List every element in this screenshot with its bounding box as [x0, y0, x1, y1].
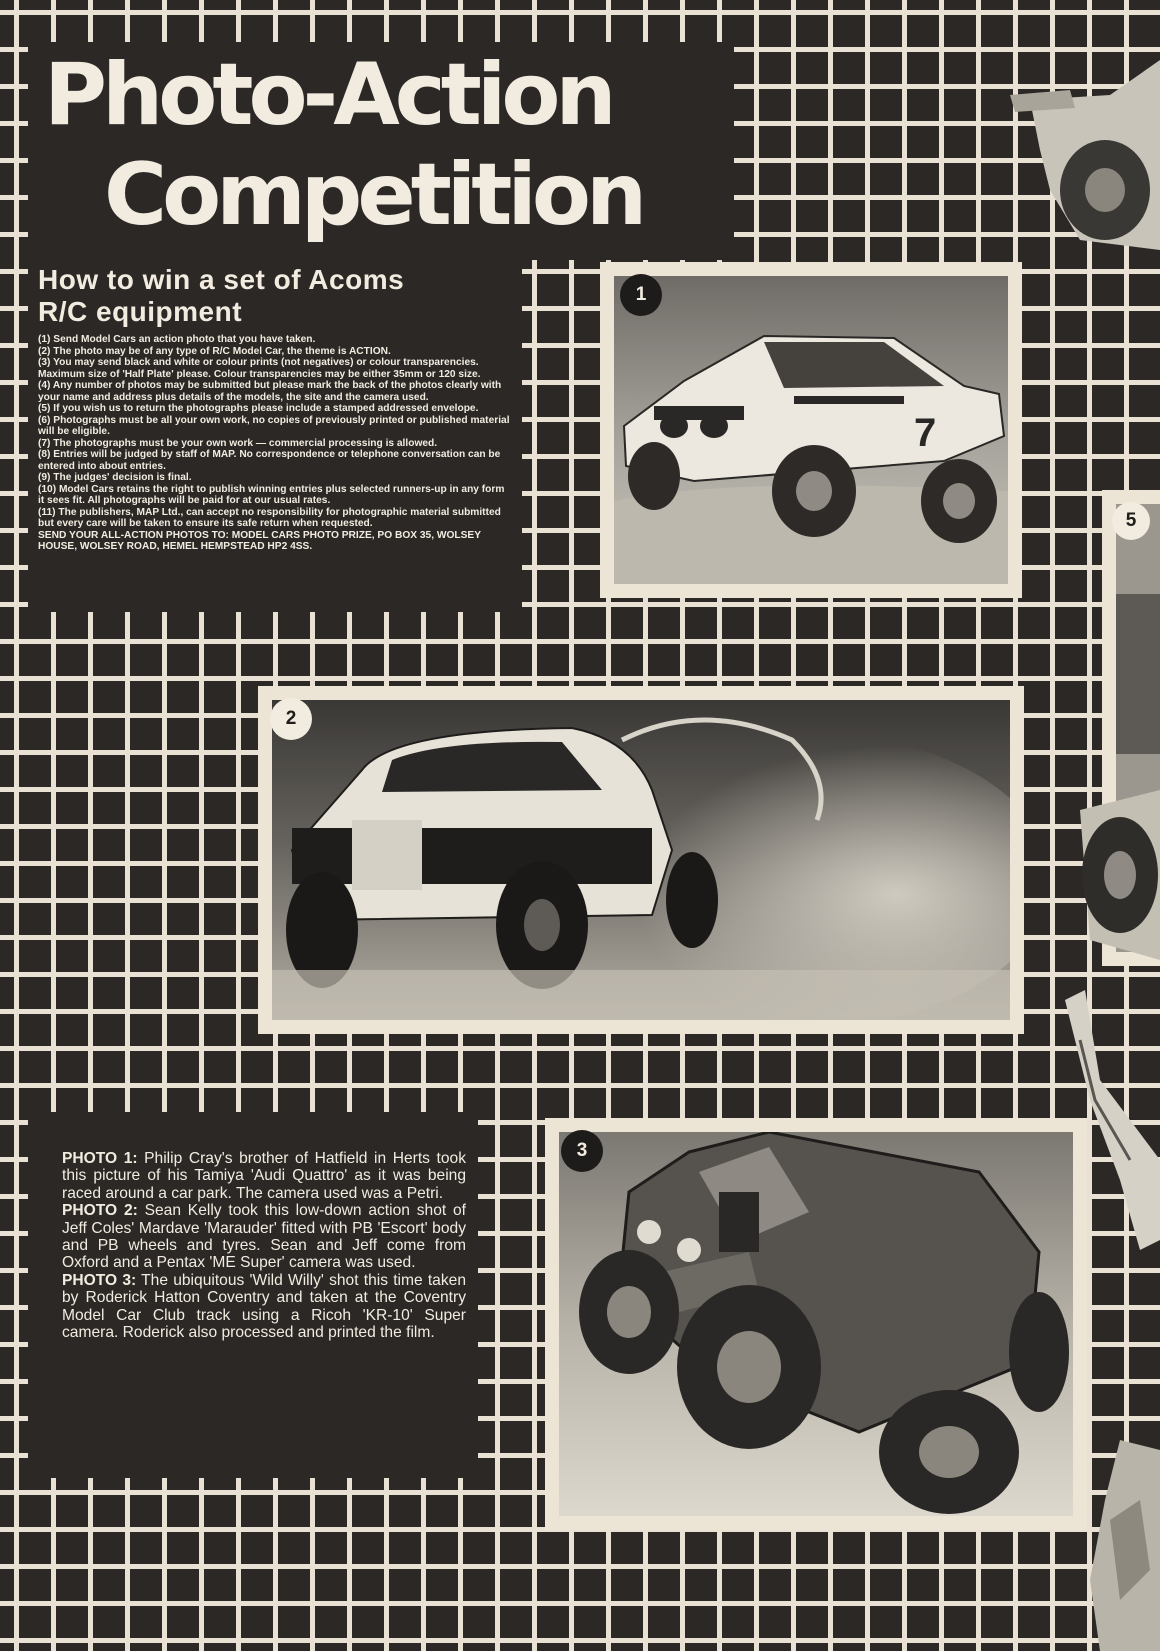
rule-item: (4) Any number of photos may be submitted but please mark the back of the photos clearly with your name and address plus details of the models, the site and the camera used.	[38, 380, 502, 403]
title-panel	[28, 42, 734, 260]
rule-item: (11) The publishers, MAP Ltd., can accept no responsibility for photographic material submitted but every care will be taken to ensure its safe return when requested.	[38, 506, 501, 529]
photo-number-badge: 2	[270, 698, 312, 740]
caption-photo-1	[62, 1150, 466, 1202]
photo-3-frame	[545, 1118, 1087, 1530]
rule-item: (6) Photographs must be all your own work, no copies of previously printed or published material will be eligible.	[38, 414, 510, 437]
headline-line-2: Competition	[104, 145, 643, 245]
caption-text: Philip Cray's brother of Hatfield in Herts took this picture of his Tamiya 'Audi Quattro' as it was being raced around a car park. The camera used was a Petri.	[62, 1150, 466, 1202]
caption-label: PHOTO 2:	[62, 1202, 138, 1220]
caption-text: The ubiquitous 'Wild Willy' shot this time taken by Roderick Hatton Coventry and taken at the Coventry Model Car Club track using a Ricoh 'KR-10' Super camera. Roderick also processed and printed the film.	[62, 1271, 466, 1342]
photo-number-badge: 5	[1112, 502, 1150, 540]
caption-photo-2	[62, 1202, 466, 1272]
photo-number-badge: 1	[620, 274, 662, 316]
rule-item: (7) The photographs must be your own work — commercial processing is allowed.	[38, 437, 438, 449]
cutout-rock-bottom-right	[1090, 1440, 1160, 1651]
rule-item: (2) The photo may be of any type of R/C Model Car, the theme is ACTION.	[38, 345, 391, 357]
caption-text: Sean Kelly took this low-down action shot of Jeff Coles' Mardave 'Marauder' fitted with PB 'Escort' body and PB wheels and tyres. Sean and Jeff come from Oxford and a Pentax 'ME Super' camera was used.	[62, 1202, 466, 1272]
cutout-car-top-right	[1010, 40, 1160, 250]
rule-item: (3) You may send black and white or colour prints (not negatives) or colour transparencies. Maximum size of 'Half Plate' please. Colour transparencies may be either 35mm or 120 size.	[38, 357, 481, 380]
cutout-debris-arrow	[1060, 990, 1160, 1250]
rule-item: (5) If you wish us to return the photographs please include a stamped addressed envelope.	[38, 403, 479, 414]
rules-heading	[38, 264, 512, 328]
rules-list	[38, 334, 512, 530]
rule-item: (10) Model Cars retains the right to publish winning entries plus selected runners-up in any form it sees fit. All photographs will be paid for at our usual rates.	[38, 483, 505, 506]
rule-item: (1) Send Model Cars an action photo that you have taken.	[38, 334, 316, 345]
caption-label: PHOTO 1:	[62, 1150, 138, 1167]
rally-car-number: 7	[914, 411, 937, 455]
caption-label: PHOTO 3:	[62, 1271, 137, 1289]
photo-1-rally-car-image	[614, 276, 1008, 584]
headline-line-1: Photo-Action	[44, 45, 612, 145]
rules-panel	[28, 258, 522, 612]
photo-2-buggy-image	[272, 700, 1010, 1020]
captions-panel	[28, 1112, 478, 1478]
photo-number-badge: 3	[561, 1130, 603, 1172]
photo-1-frame	[600, 262, 1022, 598]
photo-2-frame	[258, 686, 1024, 1034]
photo-3-jeep-image	[559, 1132, 1073, 1516]
caption-photo-3	[62, 1272, 466, 1342]
rules-heading-line-2: R/C equipment	[38, 296, 243, 327]
submission-address: SEND YOUR ALL-ACTION PHOTOS TO: MODEL CARS PHOTO PRIZE, PO BOX 35, WOLSEY HOUSE, WOLSEY ROAD, HEMEL HEMPSTEAD HP2 4SS.	[38, 529, 481, 552]
rules-heading-line-1: How to win a set of Acoms	[38, 264, 405, 295]
cutout-wheel-right	[1070, 790, 1160, 960]
rule-item: (8) Entries will be judged by staff of MAP. No correspondence or telephone conversation can be entered into about entries.	[38, 449, 501, 472]
rule-item: (9) The judges' decision is final.	[38, 472, 192, 483]
